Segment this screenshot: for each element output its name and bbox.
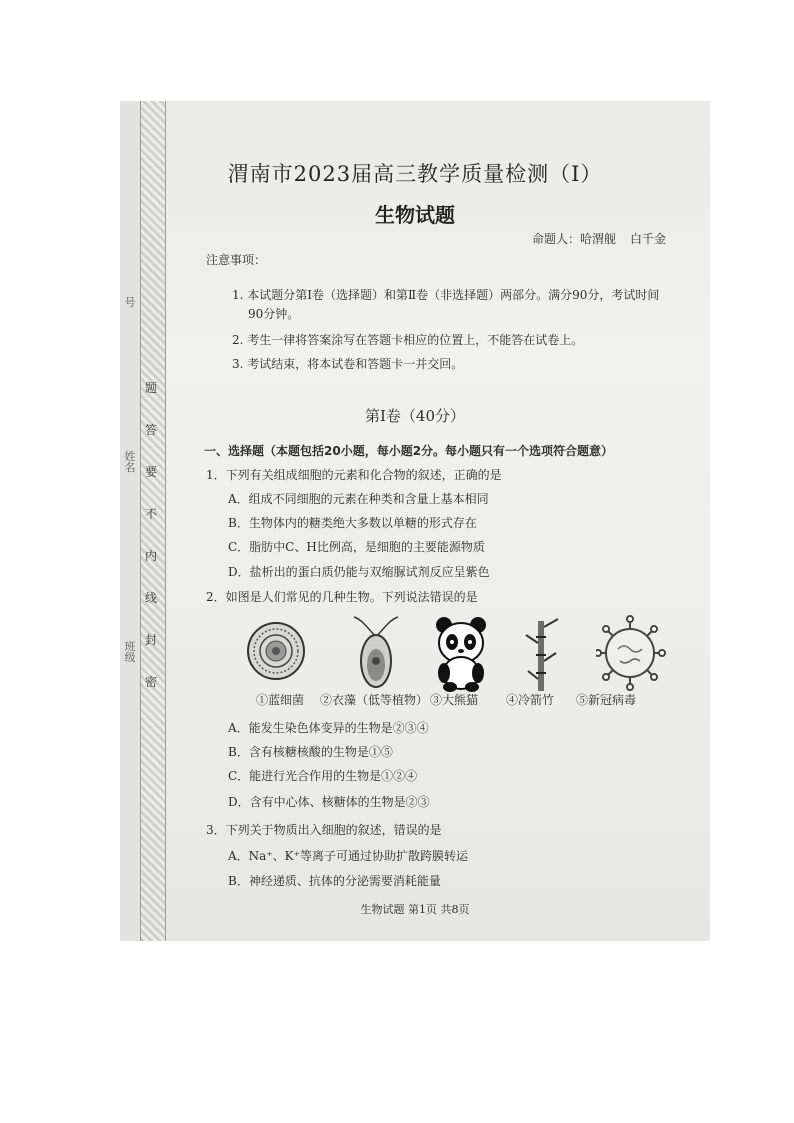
binding-top-fragment: 号 [124,296,136,309]
question-option: A．组成不同细胞的元素在种类和含量上基本相同 [228,492,489,506]
binding-name-fragment: 姓名 [124,450,136,474]
exam-photo [120,101,710,941]
bamboo-icon [512,613,582,693]
page-subtitle: 生物试题 [375,203,455,227]
notice-item: 3. 考试结束，将本试卷和答题卡一并交回。 [232,357,464,371]
binding-char: 题 [144,381,157,395]
question-option: D．含有中心体、核糖体的生物是②③ [228,795,430,809]
question-option: D．盐析出的蛋白质仍能与双缩脲试剂反应呈紫色 [228,565,490,579]
panda-icon [430,613,500,693]
binding-char: 答 [144,423,157,437]
binding-char: 要 [144,465,157,479]
figure-caption: ③大熊猫 [430,693,479,707]
question-option: A．Na⁺、K⁺等离子可通过协助扩散跨膜转运 [228,849,468,863]
question-option: B．生物体内的糖类绝大多数以单糖的形式存在 [228,516,477,530]
figure-captions [244,691,664,709]
binding-class-fragment: 班级 [124,640,136,664]
organism-figure [244,613,664,693]
coronavirus-icon [596,613,666,693]
notice-item: 1. 本试题分第Ⅰ卷（选择题）和第Ⅱ卷（非选择题）两部分。满分90分，考试时间 [232,288,660,302]
page-title: 渭南市2023届高三教学质量检测（Ⅰ） [227,162,603,186]
author-1: 命题人：哈渭舰 [531,232,616,246]
question-option: B．神经递质、抗体的分泌需要消耗能量 [228,874,441,888]
author-line [532,230,666,247]
binding-char: 封 [144,633,157,647]
author-2: 白千金 [629,232,666,246]
cyanobacteria-icon [244,613,314,693]
binding-char: 密 [144,675,157,689]
question-stem: 2．如图是人们常见的几种生物。下列说法错误的是 [206,590,478,604]
question-stem: 1．下列有关组成细胞的元素和化合物的叙述，正确的是 [206,468,502,482]
question-option: B．含有核糖核酸的生物是①⑤ [228,745,393,759]
figure-caption: ①蓝细菌 [256,693,305,707]
binding-char: 内 [144,549,157,563]
notice-item: 90分钟。 [248,307,300,321]
figure-caption: ④冷箭竹 [506,693,555,707]
question-option: C．能进行光合作用的生物是①②④ [228,769,418,783]
chlamydomonas-icon [344,613,414,693]
question-option: C．脂肪中C、H比例高，是细胞的主要能源物质 [228,540,485,554]
part-heading: 一、选择题（本题包括20小题，每小题2分。每小题只有一个选项符合题意） [204,444,614,458]
binding-char: 不 [144,507,157,521]
page-footer: 生物试题 第1页 共8页 [360,903,470,916]
figure-caption: ②衣藻（低等植物） [320,693,429,707]
exam-page [120,101,710,941]
binding-char: 线 [144,591,157,605]
section-heading: 第Ⅰ卷（40分） [364,407,465,425]
question-option: A．能发生染色体变异的生物是②③④ [228,721,429,735]
question-stem: 3．下列关于物质出入细胞的叙述，错误的是 [206,823,442,837]
figure-caption: ⑤新冠病毒 [576,693,637,707]
notice-heading: 注意事项： [206,253,267,267]
notice-item: 2. 考生一律将答案涂写在答题卡相应的位置上，不能答在试卷上。 [232,333,584,347]
